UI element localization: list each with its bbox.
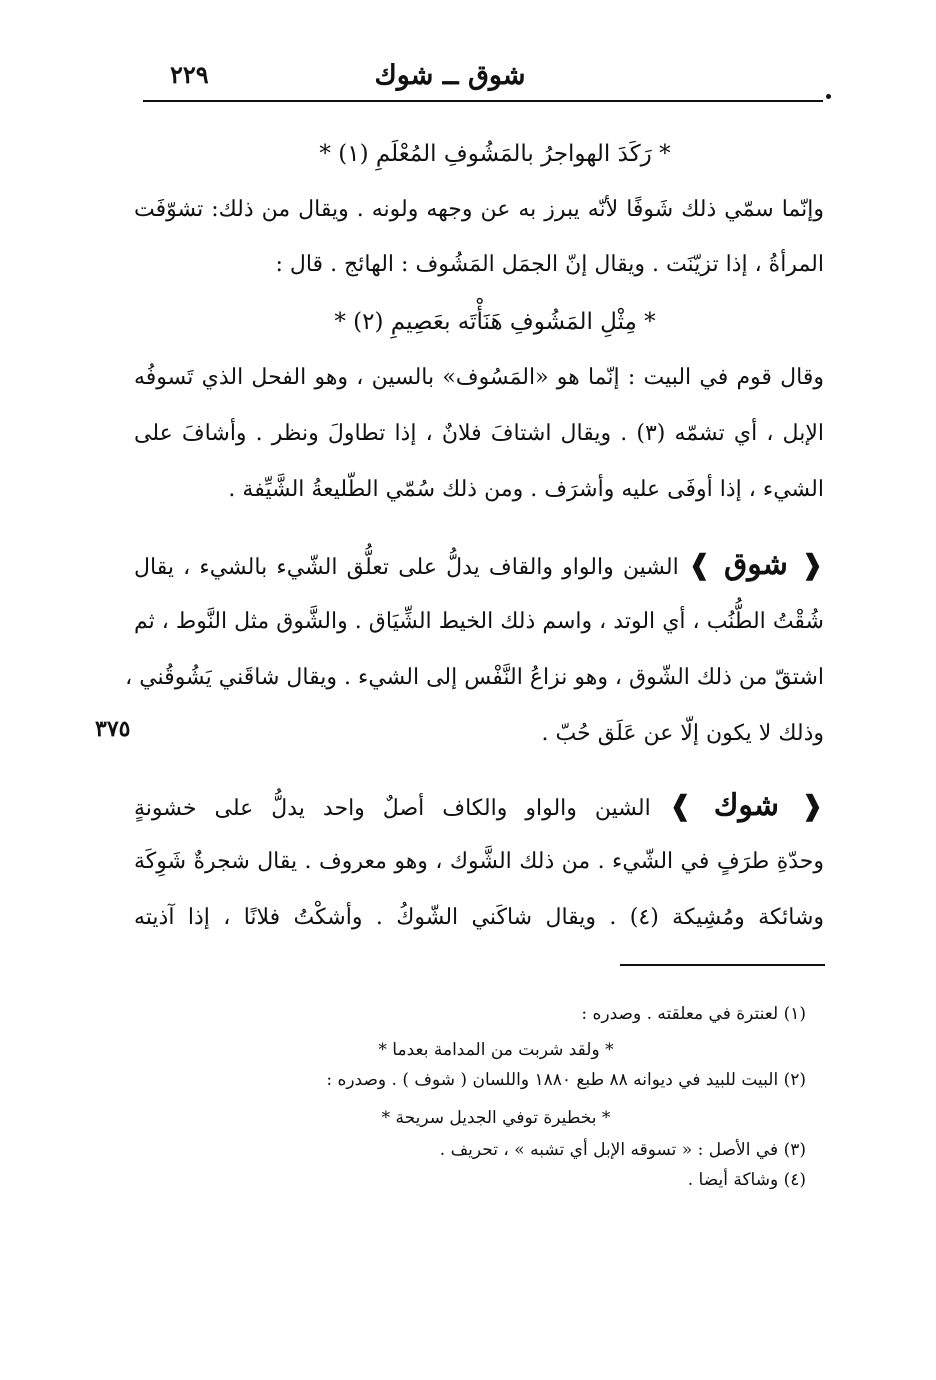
entry-text: الشين والواو والكاف أصلٌ واحد يدلُّ على خشونةٍ (134, 796, 651, 821)
page-number: ٢٢٩ (170, 60, 209, 89)
entry-headword-shawk (669, 788, 824, 823)
ornament-open: ❰ (800, 548, 824, 581)
headword-text: شوك (713, 788, 780, 823)
margin-number: ٣٧٥ (95, 716, 131, 742)
text-line: وإنّما سمّي ذلك شَوفًا لأنّه يبرز به عن وجهه ولونه . ويقال من ذلك: تشوّفَت (134, 197, 824, 222)
headword-text: شوق (723, 547, 788, 582)
ornament-close: ❱ (687, 548, 712, 581)
text-line: شُقْتُ الطُّنُب ، أي الوتد ، واسم ذلك الخيط الشِّيَاق . والشَّوق مثل النَّوط ، ثم (134, 609, 824, 634)
footnote-rule (620, 964, 825, 966)
ornament-open: ❰ (800, 789, 825, 822)
entry-text: الشين والواو والقاف يدلُّ على تعلُّق الشّيء بالشيء ، يقال (134, 555, 679, 580)
entry-headword-shawq (688, 547, 824, 582)
verse-quote-1: * رَكَدَ الهواجرُ بالمَشُوفِ المُعْلَمِ (١) * (319, 141, 671, 167)
footnote-2: (٢) البيت للبيد في ديوانه ٨٨ طبع ١٨٨٠ واللسان ( شوف ) . وصدره : (326, 1070, 806, 1090)
header-rule-dot (826, 94, 831, 99)
header-rule (143, 100, 823, 102)
text-line: وشائكة ومُشِيكة (٤) . ويقال شاكَني الشّوكُ . وأشكْتُ فلانًا ، إذا آذيته (134, 905, 824, 930)
text-line: الإبل ، أي تشمّه (٣) . ويقال اشتافَ فلانٌ ، إذا تطاولَ ونظر . وأشافَ على (134, 421, 824, 446)
footnote-2-verse: * بخطيرة توفي الجديل سريحة * (381, 1108, 611, 1128)
running-header-title: شوق ــ شوك (374, 60, 526, 91)
verse-quote-2: * مِثْلِ المَشُوفِ هَنَأْتَه بعَصِيمِ (٢) * (334, 309, 656, 335)
ornament-close: ❱ (668, 789, 693, 822)
footnote-3: (٣) في الأصل : « تسوقه الإبل أي تشبه » ، تحريف . (439, 1140, 806, 1160)
footnote-4: (٤) وشاكة أيضا . (687, 1170, 806, 1190)
text-line: اشتقّ من ذلك الشّوق ، وهو نزاعُ النَّفْس إلى الشيء . ويقال شاقَني يَشُوقُني ، (125, 665, 824, 690)
footnote-1-verse: * ولقد شربت من المدامة بعدما * (378, 1040, 614, 1060)
text-line: وحدّةِ طرَفٍ في الشّيء . من ذلك الشَّوك ، وهو معروف . يقال شجرةٌ شَوِكَة (134, 849, 824, 874)
text-line: المرأةُ ، إذا تزيّنَت . ويقال إنّ الجمَل المَشُوف : الهائج . قال : (275, 252, 824, 277)
footnote-1: (١) لعنترة في معلقته . وصدره : (581, 1004, 806, 1024)
text-line: وقال قوم في البيت : إنّما هو «المَسُوف» بالسين ، وهو الفحل الذي تَسوفُه (134, 365, 824, 390)
text-line: وذلك لا يكون إلّا عن عَلَق حُبّ . (541, 721, 824, 746)
entry-first-line (134, 786, 824, 829)
text-line: الشيء ، إذا أوفَى عليه وأشرَف . ومن ذلك سُمّي الطّليعةُ الشَّيِّفة . (228, 477, 824, 502)
entry-first-line (134, 545, 824, 588)
